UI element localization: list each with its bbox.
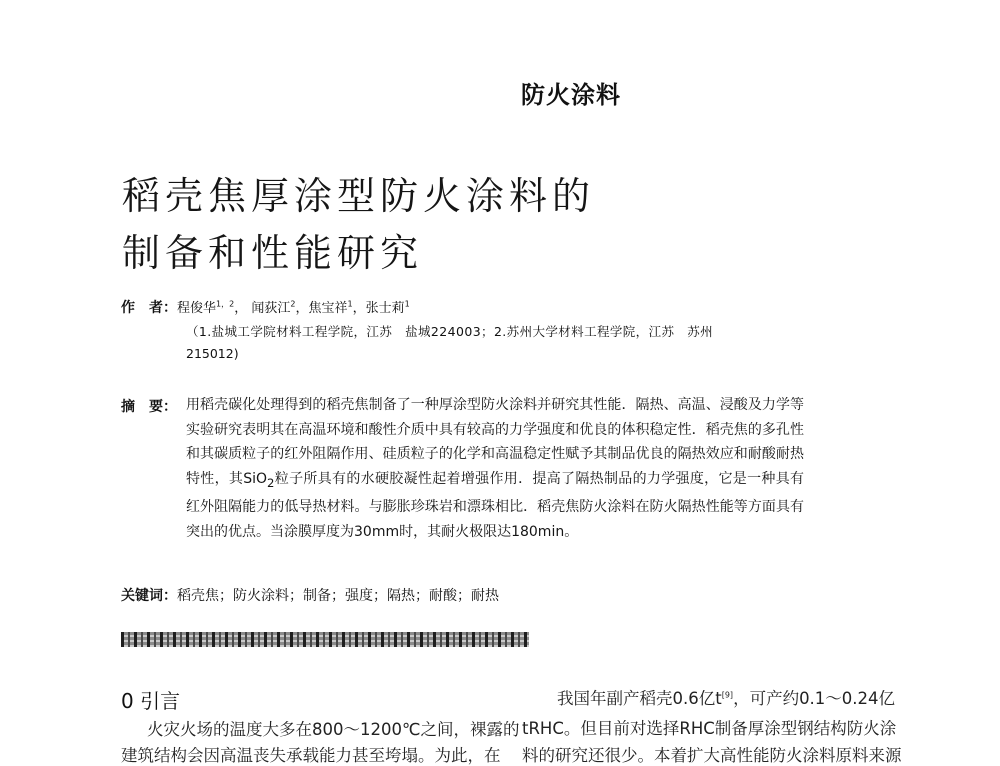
right-column-text: 我国年副产稻壳0.6亿t — [557, 689, 722, 708]
author-separator: ， — [234, 301, 252, 316]
author-affiliation-mark: 2 — [290, 299, 296, 309]
author-name: 闻荻江 — [251, 301, 291, 316]
author-separator: ， — [295, 301, 309, 316]
author-line — [121, 297, 410, 317]
author-affiliation-mark: 1 — [347, 299, 353, 309]
abstract-text — [186, 393, 804, 544]
right-column-line-3: 料的研究还很少。本着扩大高性能防火涂料原料来源 — [522, 746, 902, 765]
affiliation-line-2: 215012) — [186, 346, 239, 361]
author-affiliation-mark: 1 — [404, 299, 410, 309]
left-column-line-2: 建筑结构会因高温丧失承载能力甚至垮塌。为此，在 — [121, 746, 501, 765]
paper-title-line-2: 制备和性能研究 — [122, 231, 424, 275]
right-column-line-2: tRHC。但目前对选择RHC制备厚涂型钢结构防火涂 — [522, 719, 897, 738]
abstract-text-part-2: 粒子所具有的水硬胶凝性起着增强作用．提高了隔热制品的力学强度，它是一种具有红外阻隔能力的低导热材料。与膨胀珍珠岩和漂珠相比．稻壳焦防火涂料在防火隔热性能等方面具有突出的优点。当涂膜厚度为30mm时，其耐火极限达180min。 — [186, 470, 805, 540]
right-column-text: ，可产约0.1～0.24亿 — [733, 689, 896, 708]
column-label: 防火涂料 — [521, 81, 621, 109]
keywords-label: 关键词： — [121, 588, 177, 604]
author-name: 张士莉 — [365, 301, 405, 316]
affiliation-line-1: （1.盐城工学院材料工程学院，江苏 盐城224003；2.苏州大学材料工程学院，江苏 苏州 — [186, 324, 714, 339]
abstract-label: 摘 要： — [121, 399, 177, 415]
scan-noise-divider — [121, 632, 529, 647]
keywords — [121, 585, 499, 605]
keywords-text: 稻壳焦；防火涂料；制备；强度；隔热；耐酸；耐热 — [177, 588, 499, 604]
citation-ref: [9] — [721, 690, 734, 700]
abstract-text-part-1: 用稻壳碳化处理得到的稻壳焦制备了一种厚涂型防火涂料并研究其性能．隔热、高温、浸酸及力学等实验研究表明其在高温环境和酸性介质中具有较高的力学强度和优良的体积稳定性．稻壳焦的多孔性和其碳质粒子的红外阻隔作用、硅质粒子的化学和高温稳定性赋予其制品优良的隔热效应和耐酸耐热特性，其SiO — [186, 397, 804, 487]
right-column-line-1 — [557, 685, 895, 709]
author-separator: ， — [352, 301, 366, 316]
paper-title-line-1: 稻壳焦厚涂型防火涂料的 — [122, 174, 596, 218]
author-name: 焦宝祥 — [308, 301, 348, 316]
author-name: 程俊华 — [177, 301, 217, 316]
left-column-line-1: 火灾火场的温度大多在800～1200℃之间，裸露的 — [147, 720, 520, 739]
section-heading: 0 引言 — [121, 689, 181, 713]
authors-label: 作 者： — [121, 300, 177, 316]
abstract-subscript: 2 — [267, 475, 275, 490]
author-affiliation-mark: 1，2 — [216, 299, 235, 309]
